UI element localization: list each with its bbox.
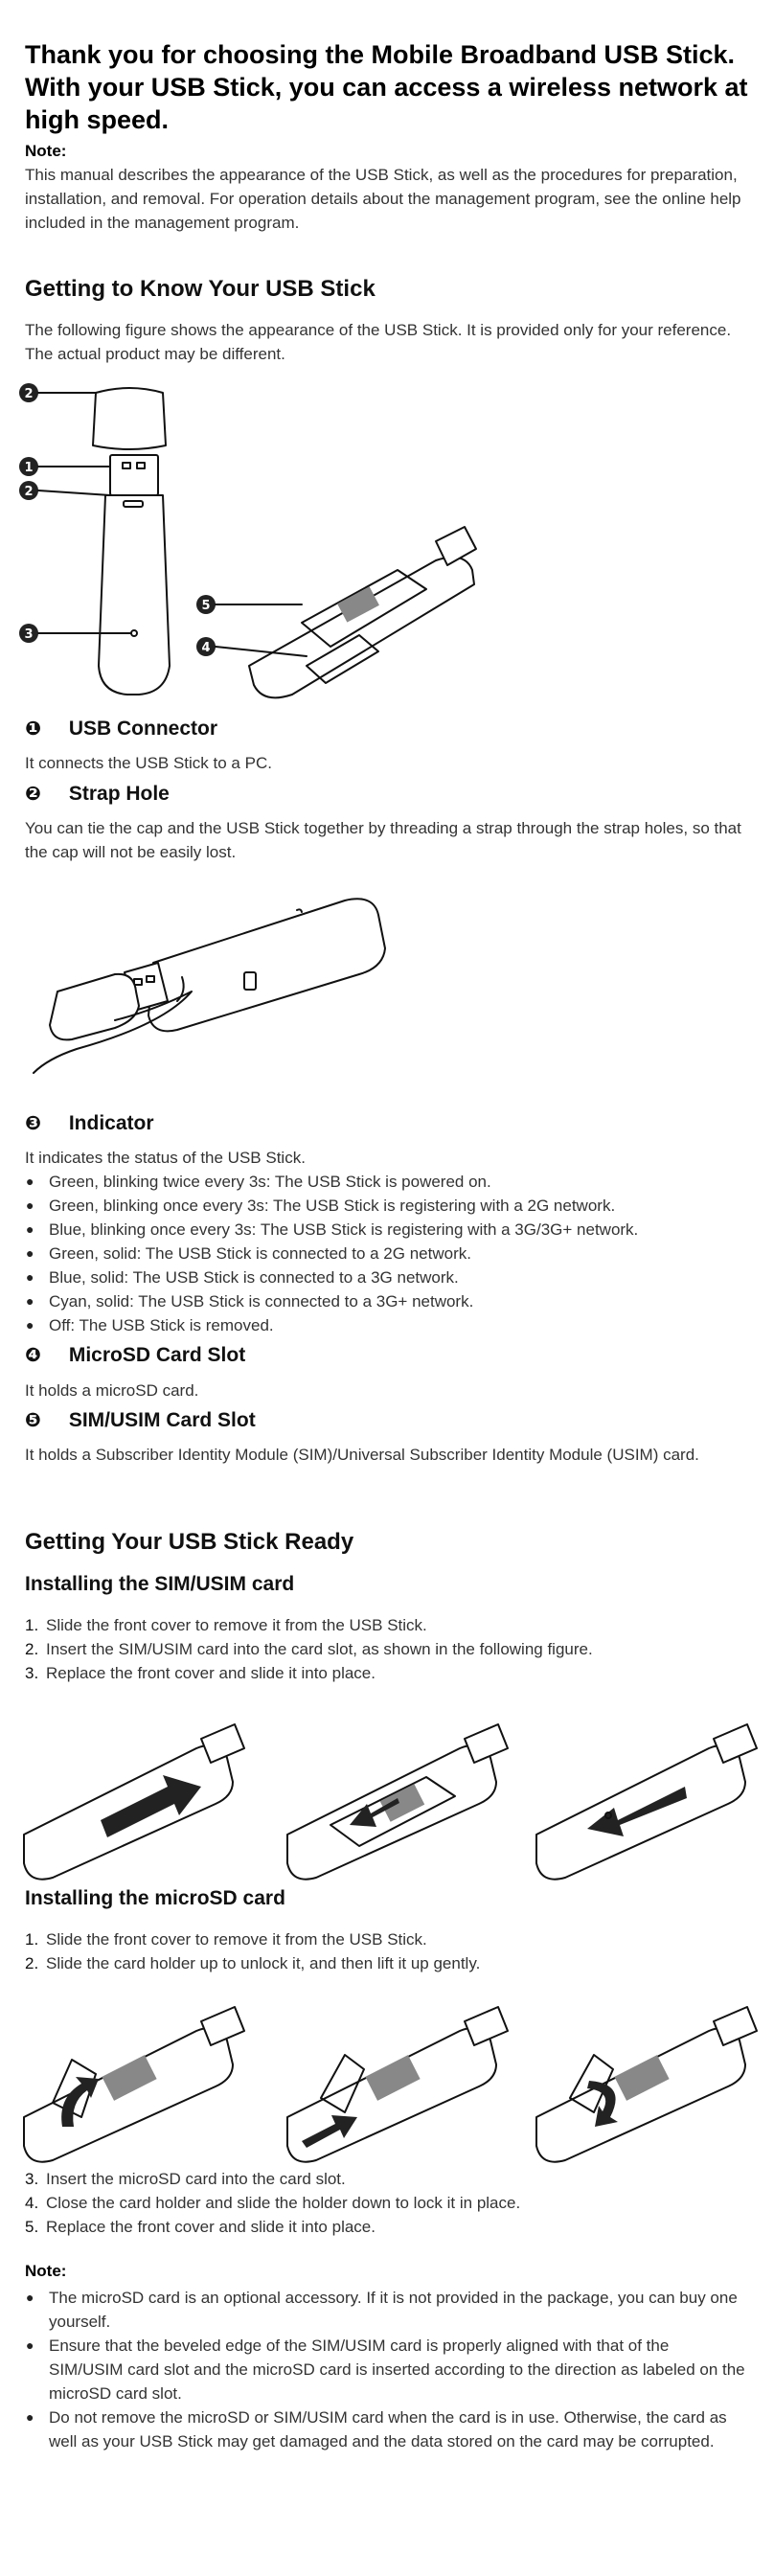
- sim-slot-number: ❺: [25, 1410, 41, 1431]
- indicator-text: It indicates the status of the USB Stick.: [25, 1149, 306, 1167]
- list-item: ● Green, solid: The USB Stick is connected to a 2G network.: [25, 1242, 763, 1265]
- list-item: 2. Slide the card holder up to unlock it, and then lift it up gently.: [25, 1954, 481, 1972]
- intro-note-text: This manual describes the appearance of the USB Stick, as well as the procedures for preparation, installation, and removal. For operation details about the management program, see the online help included in the management program.: [25, 166, 741, 232]
- list-item: ● The microSD card is an optional accessory. If it is not provided in the package, you can buy one yourself.: [25, 2286, 745, 2334]
- final-note-heading: Note:: [25, 2262, 67, 2280]
- intro-note-heading: Note:: [25, 142, 67, 160]
- list-item: 5. Replace the front cover and slide it into place.: [25, 2218, 376, 2236]
- svg-text:2: 2: [24, 485, 34, 499]
- usb-connector-heading: [25, 717, 217, 741]
- page-title: Thank you for choosing the Mobile Broadband USB Stick. With your USB Stick, you can access a wireless network at high speed.: [25, 40, 748, 134]
- ready-heading: Getting Your USB Stick Ready: [25, 1529, 354, 1555]
- microsd-step-close-holder: [536, 2007, 757, 2162]
- microsd-step-insert-card: [287, 2007, 508, 2162]
- list-item: ● Do not remove the microSD or SIM/USIM card when the card is in use. Otherwise, the card as well as your USB Stick may get damaged and the data stored on the card may be corrupted.: [25, 2405, 745, 2453]
- sim-install-heading: Installing the SIM/USIM card: [25, 1573, 295, 1595]
- svg-text:4: 4: [201, 641, 211, 655]
- microsd-step-lift-holder: [24, 2007, 244, 2162]
- list-item: 3. Insert the microSD card into the card slot.: [25, 2170, 346, 2188]
- usb-connector-text: It connects the USB Stick to a PC.: [25, 754, 272, 772]
- indicator-state-list: [25, 1170, 763, 1337]
- strap-hole-number: ❷: [25, 784, 41, 805]
- indicator-number: ❸: [25, 1113, 41, 1134]
- svg-text:1: 1: [24, 461, 34, 475]
- sim-slot-heading: [25, 1408, 256, 1432]
- list-item: ● Cyan, solid: The USB Stick is connected to a 3G+ network.: [25, 1289, 763, 1313]
- list-item: 2. Insert the SIM/USIM card into the card slot, as shown in the following figure.: [25, 1640, 593, 1658]
- sim-slot-text: It holds a Subscriber Identity Module (SIM)/Universal Subscriber Identity Module (USIM) card.: [25, 1446, 699, 1464]
- know-text: The following figure shows the appearance of the USB Stick. It is provided only for your reference. The actual product may be different.: [25, 321, 732, 363]
- microsd-install-figure: [14, 1993, 762, 2170]
- usb-connector-title: USB Connector: [68, 718, 218, 740]
- microsd-install-steps-b: [25, 2167, 763, 2239]
- list-item: ● Off: The USB Stick is removed.: [25, 1313, 763, 1337]
- indicator-title: Indicator: [68, 1112, 154, 1134]
- usb-stick-overview-figure: [14, 378, 503, 704]
- microsd-install-steps-a: [25, 1927, 763, 1975]
- list-item: 1. Slide the front cover to remove it from the USB Stick.: [25, 1930, 427, 1949]
- usb-connector-number: ❶: [25, 718, 41, 740]
- sim-step-replace-cover: [536, 1724, 757, 1880]
- microsd-install-heading: Installing the microSD card: [25, 1887, 285, 1909]
- know-heading: Getting to Know Your USB Stick: [25, 276, 376, 302]
- sim-install-figure: [14, 1710, 762, 1882]
- sim-install-steps: [25, 1613, 763, 1685]
- microsd-slot-text: It holds a microSD card.: [25, 1381, 199, 1400]
- list-item: ● Green, blinking once every 3s: The USB Stick is registering with a 2G network.: [25, 1194, 763, 1218]
- sim-step-insert-card: [287, 1724, 508, 1880]
- callout-2-cap: [19, 383, 96, 402]
- callout-5-sim-slot: [196, 595, 302, 614]
- stick-illustration: [99, 455, 170, 695]
- list-item: ● Blue, solid: The USB Stick is connected to a 3G network.: [25, 1265, 763, 1289]
- list-item: 4. Close the card holder and slide the holder down to lock it in place.: [25, 2194, 521, 2212]
- opened-stick-illustration: [249, 527, 476, 697]
- indicator-heading: [25, 1111, 154, 1135]
- sim-step-remove-cover: [24, 1724, 244, 1880]
- strap-hole-text: You can tie the cap and the USB Stick together by threading a strap through the strap holes, so that the cap will not be easily lost.: [25, 819, 741, 861]
- sim-slot-title: SIM/USIM Card Slot: [68, 1409, 256, 1431]
- list-item: ● Green, blinking twice every 3s: The USB Stick is powered on.: [25, 1170, 763, 1194]
- microsd-slot-heading: [25, 1343, 245, 1367]
- cap-illustration: [93, 388, 166, 449]
- list-item: ● Blue, blinking once every 3s: The USB Stick is registering with a 3G/3G+ network.: [25, 1218, 763, 1242]
- microsd-slot-title: MicroSD Card Slot: [68, 1344, 246, 1366]
- list-item: 3. Replace the front cover and slide it into place.: [25, 1664, 376, 1682]
- callout-1-connector: [19, 457, 110, 476]
- svg-text:5: 5: [201, 599, 211, 613]
- strap-hole-title: Strap Hole: [68, 783, 170, 805]
- svg-text:2: 2: [24, 387, 34, 401]
- microsd-slot-number: ❹: [25, 1345, 41, 1366]
- strap-figure: [19, 886, 402, 1078]
- final-note-list: [25, 2286, 745, 2453]
- callout-2-strap: [19, 481, 110, 500]
- svg-text:3: 3: [24, 627, 34, 642]
- list-item: 1. Slide the front cover to remove it from the USB Stick.: [25, 1616, 427, 1634]
- strap-hole-heading: [25, 782, 170, 806]
- list-item: ● Ensure that the beveled edge of the SIM/USIM card is properly aligned with that of the SIM/USIM card slot and the microSD card is inserted according to the direction as labeled on the microSD card slot.: [25, 2334, 745, 2405]
